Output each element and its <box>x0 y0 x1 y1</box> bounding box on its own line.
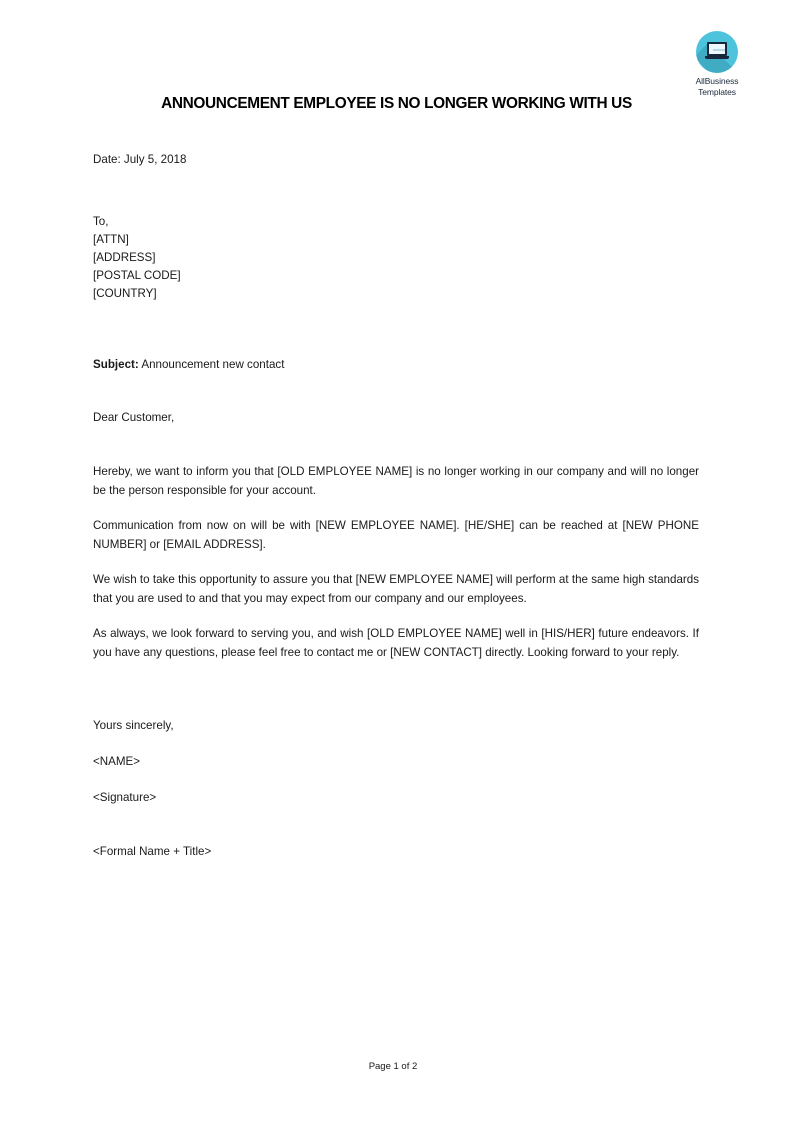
recipient-line: To, <box>93 215 109 228</box>
date-line: Date: July 5, 2018 <box>93 153 187 166</box>
body-paragraph: As always, we look forward to serving you, and wish [OLD EMPLOYEE NAME] well in [HIS/HER] future endeavors. If you have any questions, please feel free to contact me or [NEW CONTACT] directly. Looking forward to your reply. <box>93 627 699 659</box>
body-paragraph: We wish to take this opportunity to assure you that [NEW EMPLOYEE NAME] will perform at the same high standards that you are used to and that you may expect from our company and our employees. <box>93 573 699 605</box>
allbusiness-templates-logo <box>676 31 758 97</box>
recipient-line: [POSTAL CODE] <box>93 269 181 282</box>
laptop-screen-line <box>713 49 725 51</box>
recipient-line: [ATTN] <box>93 233 129 246</box>
laptop-screen-icon <box>707 42 727 56</box>
logo-mark <box>696 31 738 73</box>
closing-salutation: Yours sincerely, <box>93 719 174 732</box>
body-paragraph: Hereby, we want to inform you that [OLD EMPLOYEE NAME] is no longer working in our company and will no longer be the person responsible for your account. <box>93 465 699 497</box>
closing-formal-name-title-placeholder: <Formal Name + Title> <box>93 845 212 858</box>
logo-brand-line-1: AllBusiness <box>695 76 739 86</box>
page-footer: Page 1 of 2 <box>368 1061 418 1072</box>
body-paragraph: Communication from now on will be with [NEW EMPLOYEE NAME]. [HE/SHE] can be reached at [NEW PHONE NUMBER] or [EMAIL ADDRESS]. <box>93 519 699 551</box>
salutation: Dear Customer, <box>93 411 175 424</box>
subject-value: Announcement new contact <box>141 358 285 371</box>
subject-label: Subject: <box>93 358 139 371</box>
subject-line <box>93 358 284 371</box>
logo-brand-line-2: Templates <box>698 86 736 97</box>
recipient-address-block <box>93 213 181 303</box>
laptop-icon <box>705 42 729 62</box>
laptop-base-icon <box>705 56 729 59</box>
body-paragraphs <box>93 462 699 662</box>
recipient-line: [ADDRESS] <box>93 251 156 264</box>
closing-signature-placeholder: <Signature> <box>93 791 157 804</box>
page-title: ANNOUNCEMENT EMPLOYEE IS NO LONGER WORKING WITH US <box>161 95 632 112</box>
closing-name-placeholder: <NAME> <box>93 755 141 768</box>
recipient-line: [COUNTRY] <box>93 287 157 300</box>
closing-block <box>93 717 493 861</box>
logo-brand-text <box>676 76 758 97</box>
